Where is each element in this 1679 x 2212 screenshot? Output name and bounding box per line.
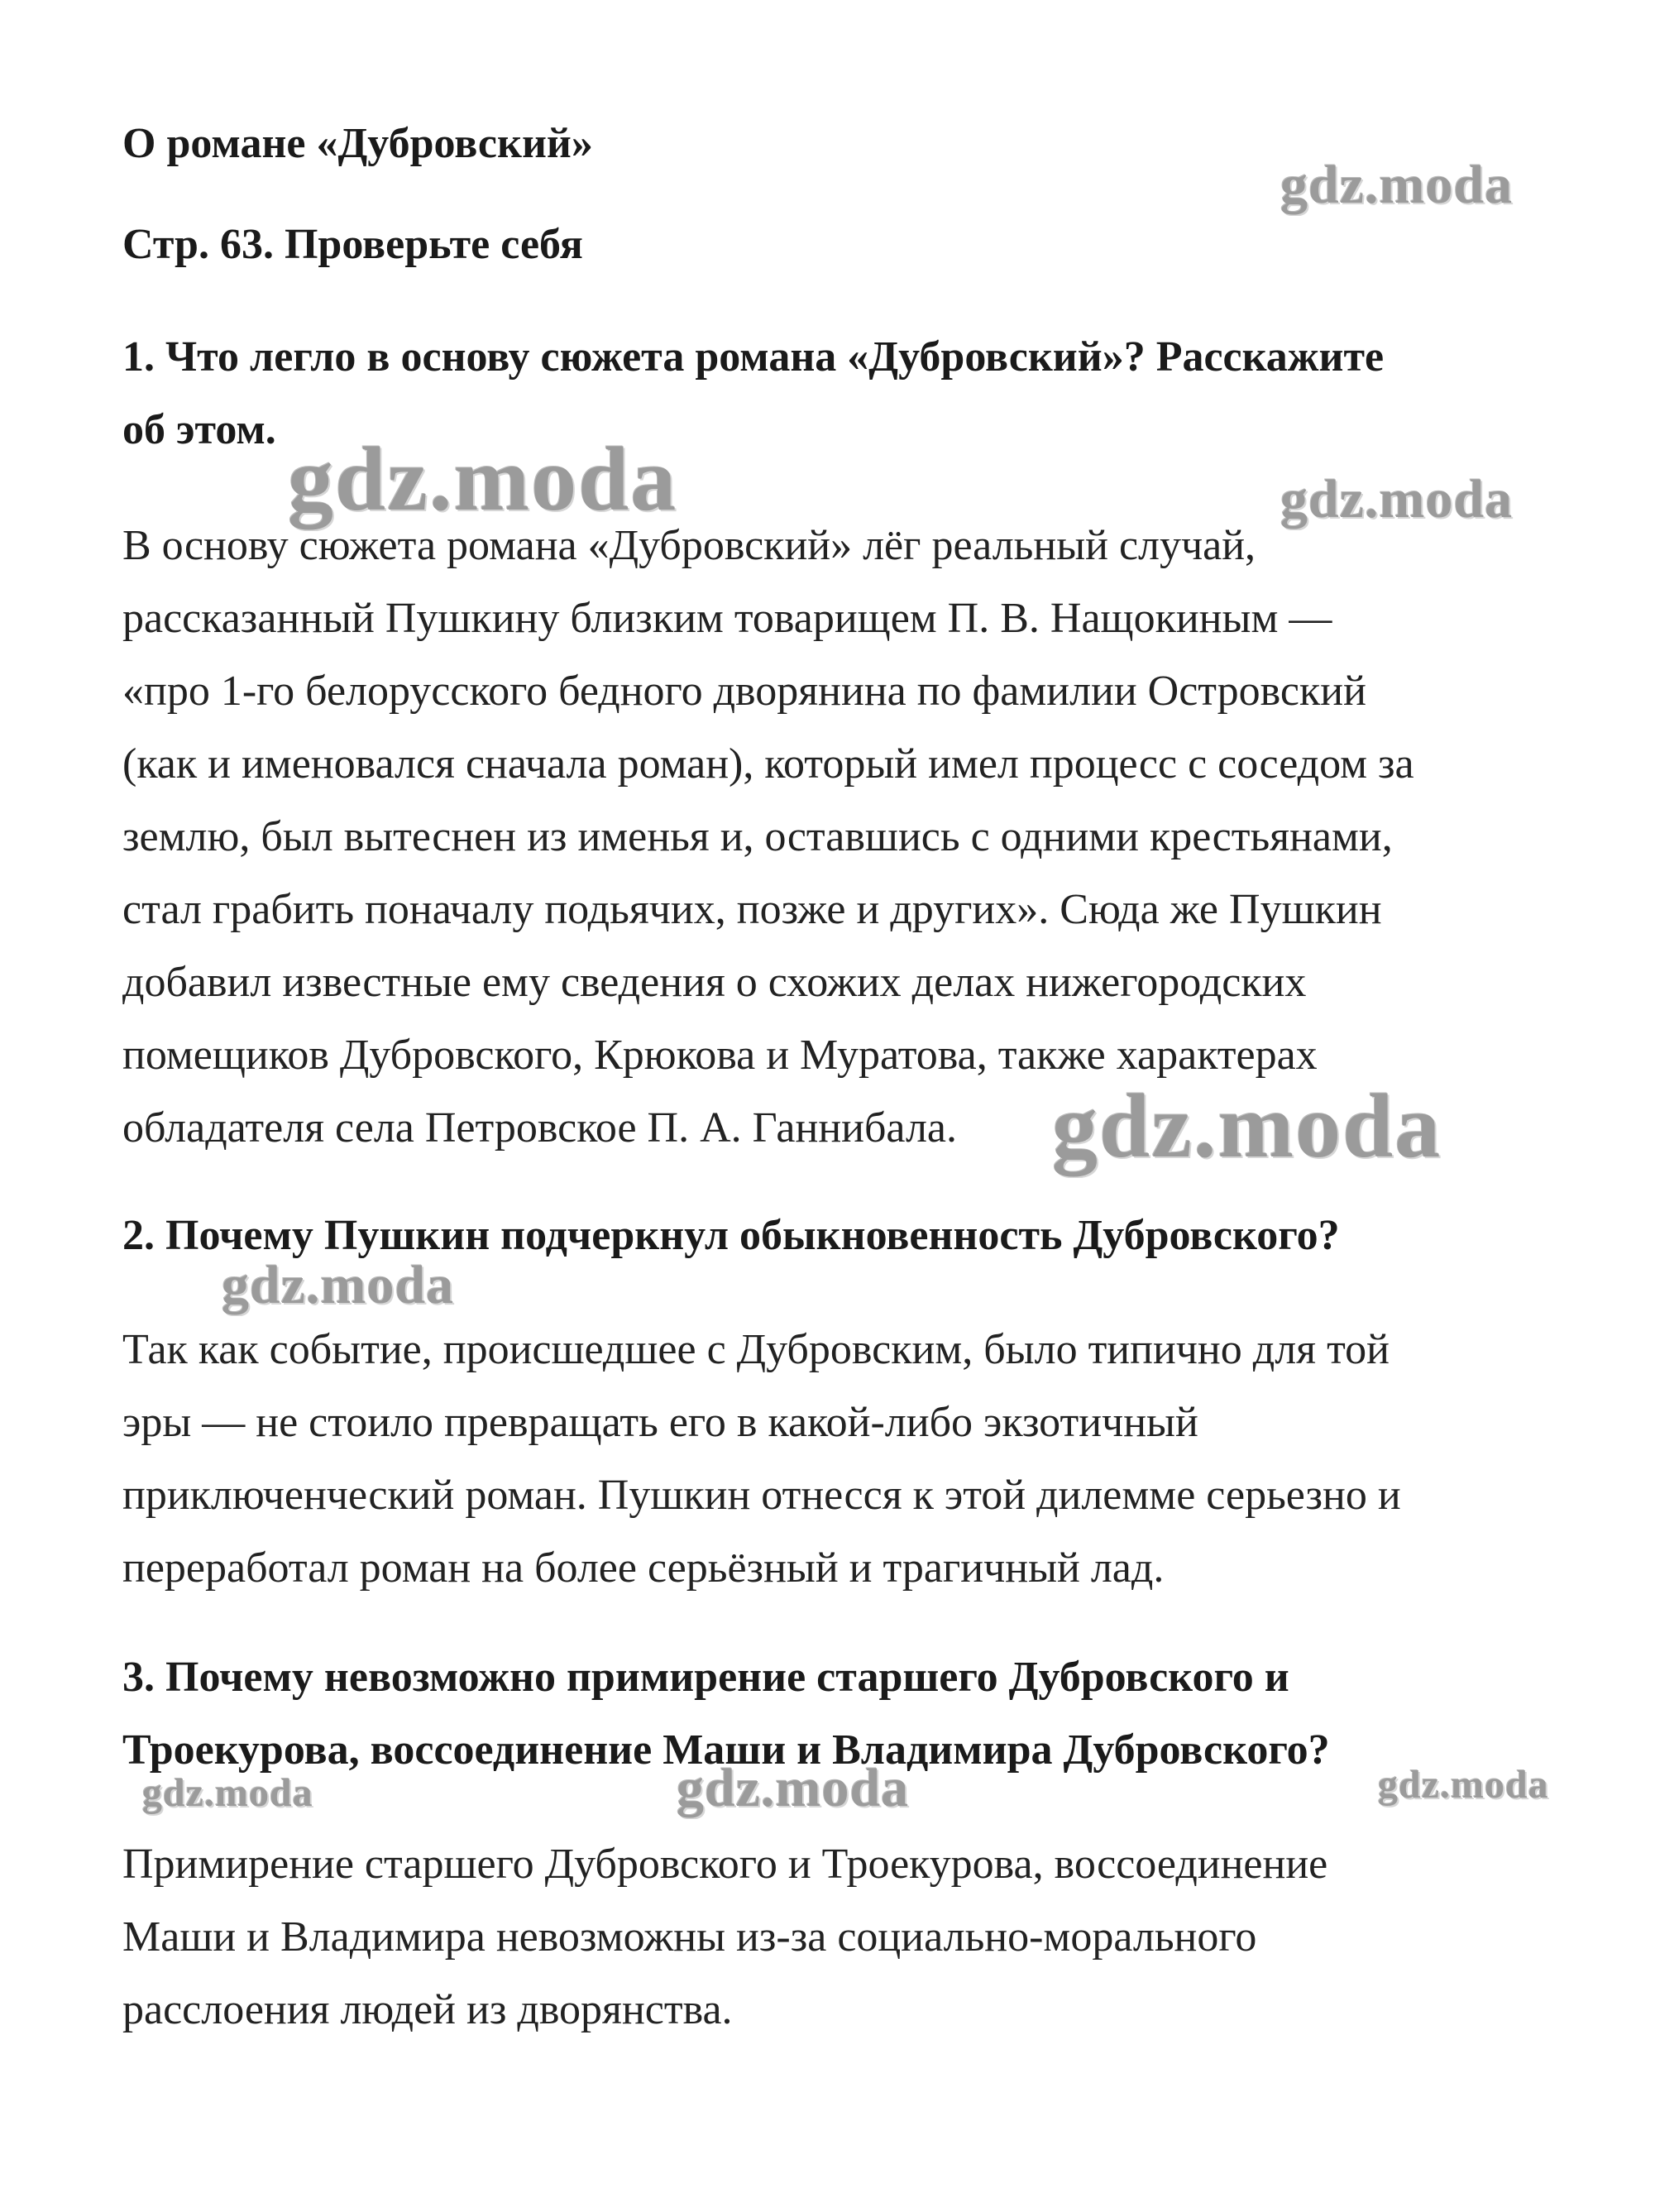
question-line: 2. Почему Пушкин подчеркнул обыкновенность Дубровского? xyxy=(122,1212,1340,1259)
watermark: gdz.moda xyxy=(1280,155,1514,215)
section-subtitle: Стр. 63. Проверьте себя xyxy=(122,221,583,268)
answer-line: В основу сюжета романа «Дубровский» лёг реальный случай, xyxy=(122,522,1256,569)
watermark: gdz.moda xyxy=(1378,1763,1549,1807)
answer-2 xyxy=(122,1314,1586,1605)
answer-line: приключенческий роман. Пушкин отнесся к этой дилемме серьезно и xyxy=(122,1472,1401,1519)
watermark: gdz.moda xyxy=(288,429,678,529)
answer-line: расслоения людей из дворянства. xyxy=(122,1986,733,2033)
answer-line: эры — не стоило превращать его в какой-либо экзотичный xyxy=(122,1399,1198,1446)
answer-1 xyxy=(122,510,1586,1165)
answer-3 xyxy=(122,1828,1586,2047)
watermark: gdz.moda xyxy=(1052,1075,1442,1176)
answer-line: Маши и Владимира невозможны из-за социально-морального xyxy=(122,1913,1257,1961)
answer-line: Так как событие, происшедшее с Дубровским, было типично для той xyxy=(122,1326,1390,1373)
answer-line: (как и именовался сначала роман), который имел процесс с соседом за xyxy=(122,740,1414,788)
answer-line: стал грабить поначалу подьячих, позже и других». Сюда же Пушкин xyxy=(122,886,1382,933)
question-line: 3. Почему невозможно примирение старшего Дубровского и xyxy=(122,1654,1289,1701)
answer-line: рассказанный Пушкину близким товарищем П. В. Нащокиным — xyxy=(122,595,1332,642)
document-title: О романе «Дубровский» xyxy=(122,120,593,167)
answer-line: «про 1-го белорусского бедного дворянина по фамилии Островский xyxy=(122,668,1366,715)
question-line: об этом. xyxy=(122,406,276,453)
question-line: 1. Что легло в основу сюжета романа «Дубровский»? Расскажите xyxy=(122,333,1385,381)
answer-line: обладателя села Петровское П. А. Ганнибала. xyxy=(122,1104,957,1151)
answer-line: помещиков Дубровского, Крюкова и Муратова, также характерах xyxy=(122,1032,1318,1079)
answer-line: переработал роман на более серьёзный и трагичный лад. xyxy=(122,1544,1165,1592)
question-line: Троекурова, воссоединение Маши и Владимира Дубровского? xyxy=(122,1726,1330,1774)
answer-line: землю, был вытеснен из именья и, оставшись с одними крестьянами, xyxy=(122,813,1393,860)
watermark: gdz.moda xyxy=(222,1255,455,1315)
watermark: gdz.moda xyxy=(677,1758,910,1818)
watermark: gdz.moda xyxy=(142,1771,313,1815)
watermark: gdz.moda xyxy=(1280,469,1514,529)
answer-line: Примирение старшего Дубровского и Троекурова, воссоединение xyxy=(122,1841,1328,1888)
answer-line: добавил известные ему сведения о схожих делах нижегородских xyxy=(122,959,1307,1006)
